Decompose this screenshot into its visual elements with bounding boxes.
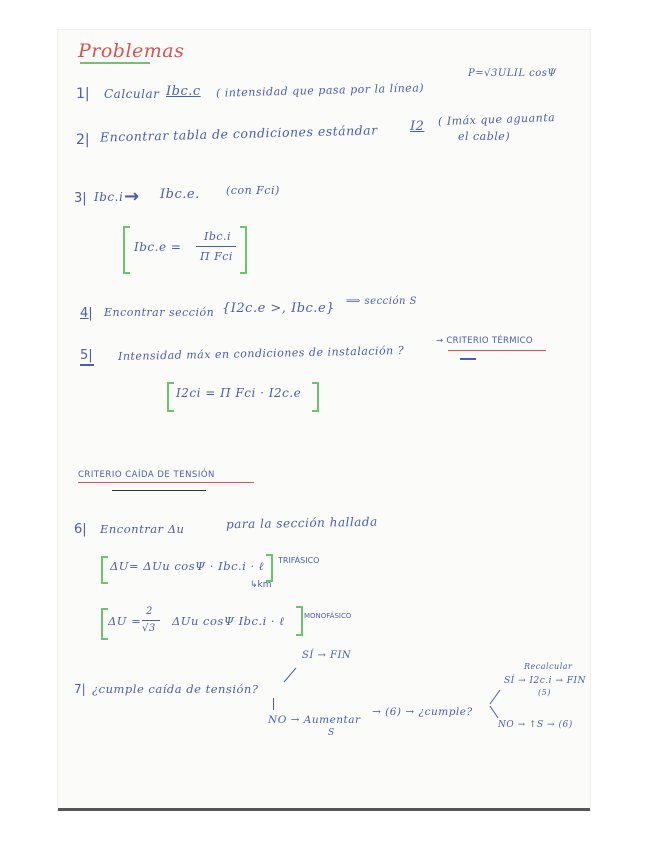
criterio-termico-mark: [460, 358, 476, 360]
item-1-text: Calcular: [104, 87, 160, 101]
monofasico-label: MONOFÁSICO: [304, 612, 352, 620]
item-2-note-2: el cable): [458, 130, 511, 143]
formula-3-numerator: Ibc.i: [204, 230, 232, 243]
item-6-text: Encontrar Δu: [100, 522, 185, 536]
formula-3-denominator: Π Fci: [200, 250, 233, 263]
formula-mono-lhs: ΔU =: [108, 614, 142, 628]
item-7-number: 7|: [74, 682, 86, 696]
item-5-underline: [80, 364, 94, 366]
formula-mono-rest: ΔUu cosΨ Ibc.i · ℓ: [172, 614, 285, 628]
item-5-number: 5|: [80, 348, 93, 363]
flow-si-2: SÍ → I2c.i → FIN: [504, 676, 586, 686]
page-title: Problemas: [78, 40, 185, 62]
fraction-bar: [142, 620, 160, 621]
item-1-number: 1|: [76, 86, 90, 102]
section-header: CRITERIO CAÍDA DE TENSIÓN: [78, 470, 215, 480]
flow-step: → (6) → ¿cumple?: [372, 706, 473, 718]
section-underline-red: [78, 482, 254, 483]
item-5-result: → CRITERIO TÉRMICO: [436, 336, 533, 346]
item-1-note: ( intensidad que pasa por la línea): [215, 81, 425, 100]
item-6-number: 6|: [74, 522, 87, 537]
item-2-variable: I2: [410, 119, 425, 134]
item-5-text: Intensidad máx en condiciones de instalación ?: [117, 344, 405, 363]
title-underline: [80, 62, 150, 64]
item-3-number: 3|: [74, 191, 87, 206]
left-bracket: [101, 556, 108, 584]
right-bracket: [266, 554, 273, 582]
item-4-result: ⟹ sección S: [346, 296, 417, 307]
item-3-to: Ibc.e.: [160, 187, 200, 202]
flow-no: NO → Aumentar: [268, 714, 361, 726]
item-4-text: Encontrar sección: [104, 306, 215, 319]
right-bracket: [312, 382, 319, 412]
item-2-number: 2|: [76, 132, 90, 148]
item-6-text-2: para la sección hallada: [225, 514, 378, 532]
right-bracket: [240, 226, 247, 274]
item-3-from: Ibc.i: [94, 190, 124, 204]
flow-five: (5): [538, 688, 551, 697]
formula-trifasico: ΔU= ΔUu cosΨ · Ibc.i · ℓ: [110, 559, 265, 573]
item-4-set: {I2c.e >, Ibc.e}: [222, 301, 335, 316]
arrow-icon: →: [124, 186, 140, 207]
fraction-bar: [196, 246, 236, 247]
km-unit: ↳km: [250, 580, 272, 590]
item-1-variable: Ibc.c: [166, 84, 201, 99]
branch-lines: [488, 684, 508, 724]
left-bracket: [167, 382, 174, 412]
item-4-number: 4|: [80, 306, 93, 321]
section-underline-dark: [112, 490, 206, 491]
formula-5: I2ci = Π Fci · I2c.e: [176, 386, 302, 400]
formula-3-lhs: Ibc.e =: [134, 240, 182, 254]
item-3-note: (con Fci): [226, 184, 280, 197]
item-2-text: Encontrar tabla de condiciones estándar: [99, 122, 378, 145]
page-bottom-edge: [58, 808, 590, 811]
flow-s: S: [328, 728, 335, 738]
power-formula: P=√3ULIL cosΨ: [468, 68, 557, 79]
branch-line-down: [273, 698, 274, 710]
trifasico-label: TRIFÁSICO: [278, 556, 320, 565]
left-bracket: [101, 608, 108, 640]
formula-mono-numerator: 2: [146, 606, 153, 617]
item-2-note-1: ( Imáx que aguanta: [437, 110, 556, 129]
flow-recalc: Recalcular: [524, 662, 573, 671]
formula-mono-denominator: √3: [142, 623, 156, 634]
flow-si-fin: SÍ → FIN: [302, 650, 352, 661]
left-bracket: [123, 226, 130, 274]
flow-no-2: NO → ↑S → (6): [498, 720, 573, 730]
criterio-termico-underline: [448, 350, 546, 351]
item-7-text: ¿cumple caída de tensión?: [92, 682, 259, 696]
right-bracket: [296, 606, 303, 636]
